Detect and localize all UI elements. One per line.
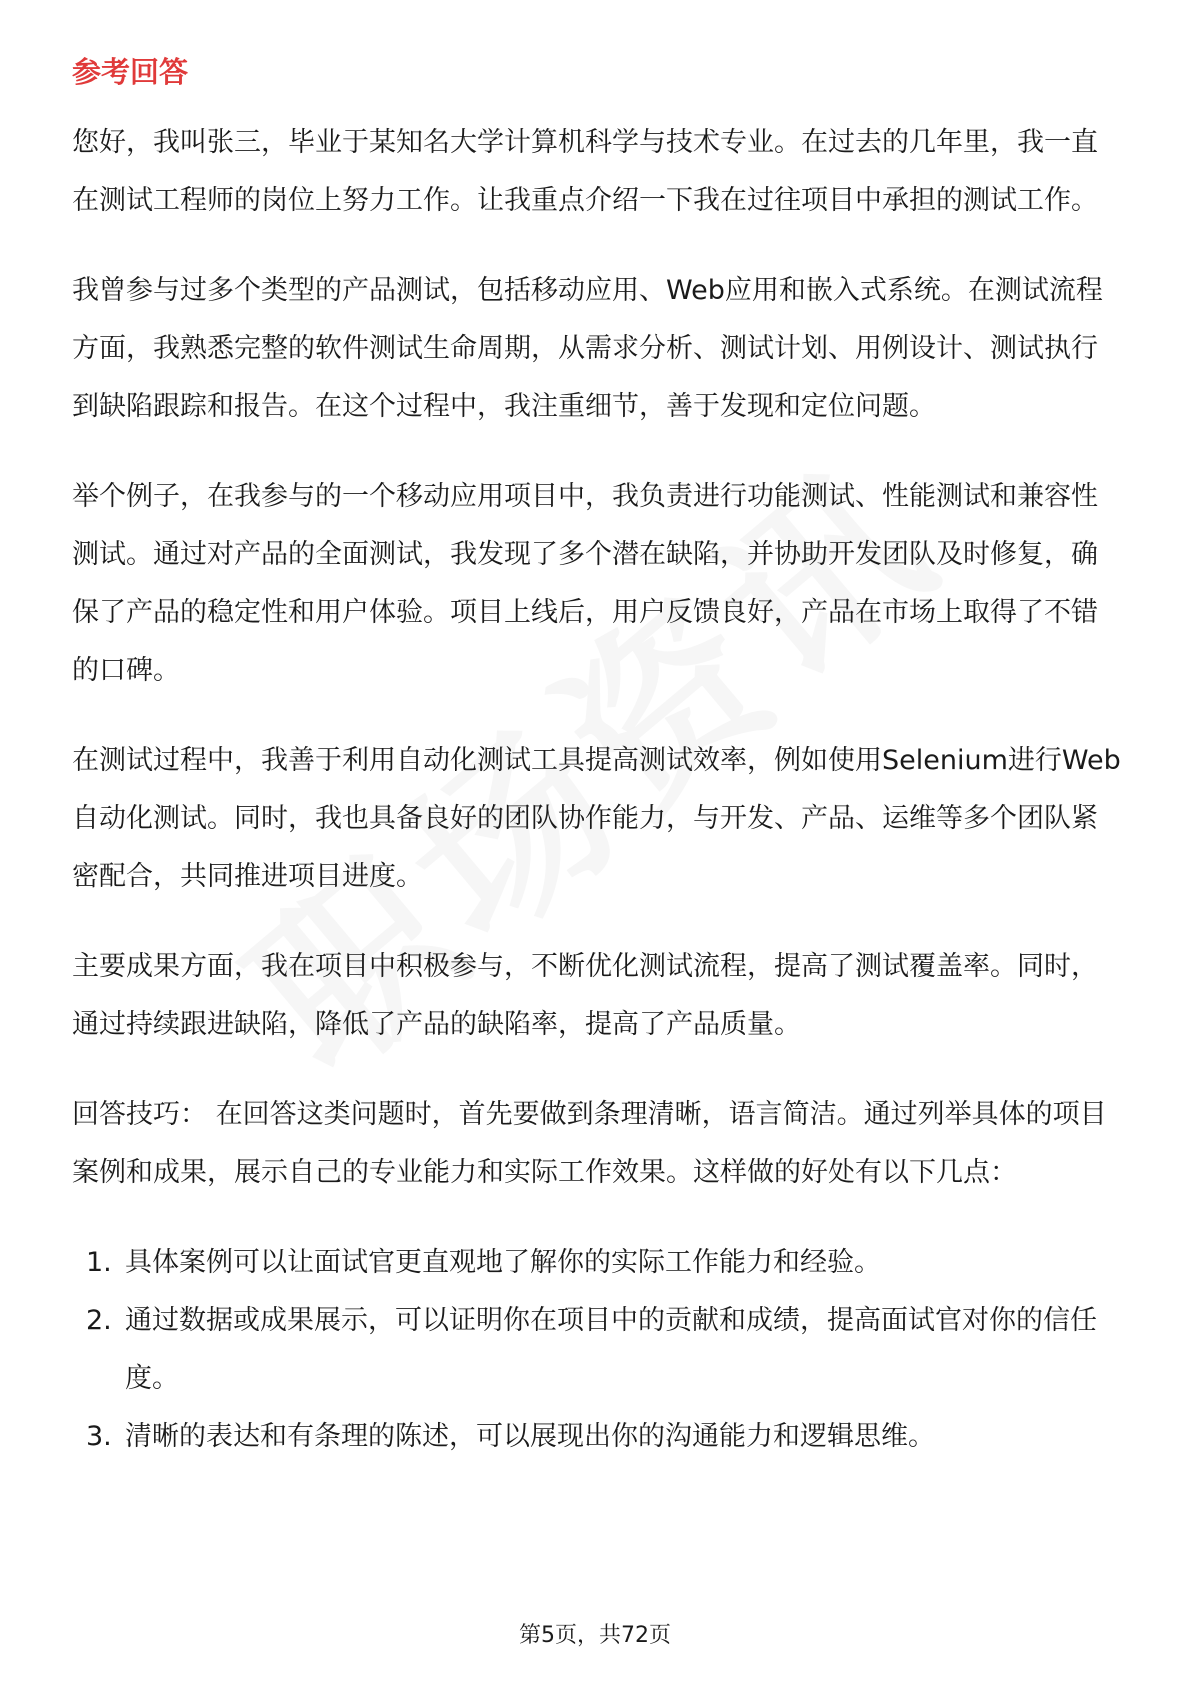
list-item-text: 清晰的表达和有条理的陈述，可以展现出你的沟通能力和逻辑思维。: [125, 1421, 935, 1452]
list-item-text: 具体案例可以让面试官更直观地了解你的实际工作能力和经验。: [125, 1247, 881, 1278]
paragraph-automation: 在测试过程中，我善于利用自动化测试工具提高测试效率，例如使用Selenium进行Web自动化测试。同时，我也具备良好的团队协作能力，与开发、产品、运维等多个团队紧密配合，共同推进项目进度。: [72, 745, 1121, 892]
list-item-number: 1.: [86, 1247, 112, 1278]
page-number: 第5页，共72页: [519, 1623, 671, 1648]
paragraph-experience: 我曾参与过多个类型的产品测试，包括移动应用、Web应用和嵌入式系统。在测试流程方面，我熟悉完整的软件测试生命周期，从需求分析、测试计划、用例设计、测试执行到缺陷跟踪和报告。在这个过程中，我注重细节，善于发现和定位问题。: [72, 275, 1103, 422]
answer-body: [72, 114, 1122, 1466]
section-title: 参考回答: [72, 55, 189, 89]
paragraph-tips: 回答技巧： 在回答这类问题时，首先要做到条理清晰，语言简洁。通过列举具体的项目案例和成果，展示自己的专业能力和实际工作效果。这样做的好处有以下几点：: [72, 1099, 1107, 1188]
paragraph-example: 举个例子，在我参与的一个移动应用项目中，我负责进行功能测试、性能测试和兼容性测试。通过对产品的全面测试，我发现了多个潜在缺陷，并协助开发团队及时修复，确保了产品的稳定性和用户体验。项目上线后，用户反馈良好，产品在市场上取得了不错的口碑。: [72, 481, 1098, 686]
list-item-number: 3.: [86, 1421, 112, 1452]
list-item-text: 通过数据或成果展示，可以证明你在项目中的贡献和成绩，提高面试官对你的信任度。: [125, 1305, 1097, 1394]
paragraph-intro: 您好，我叫张三，毕业于某知名大学计算机科学与技术专业。在过去的几年里，我一直在测试工程师的岗位上努力工作。让我重点介绍一下我在过往项目中承担的测试工作。: [72, 127, 1098, 216]
list-item: [72, 1292, 1122, 1408]
benefits-list: [72, 1234, 1122, 1466]
paragraph-achievements: 主要成果方面，我在项目中积极参与，不断优化测试流程，提高了测试覆盖率。同时，通过持续跟进缺陷，降低了产品的缺陷率，提高了产品质量。: [72, 951, 1098, 1040]
list-item-number: 2.: [86, 1305, 112, 1336]
list-item: [72, 1408, 1122, 1466]
list-item: [72, 1234, 1122, 1292]
